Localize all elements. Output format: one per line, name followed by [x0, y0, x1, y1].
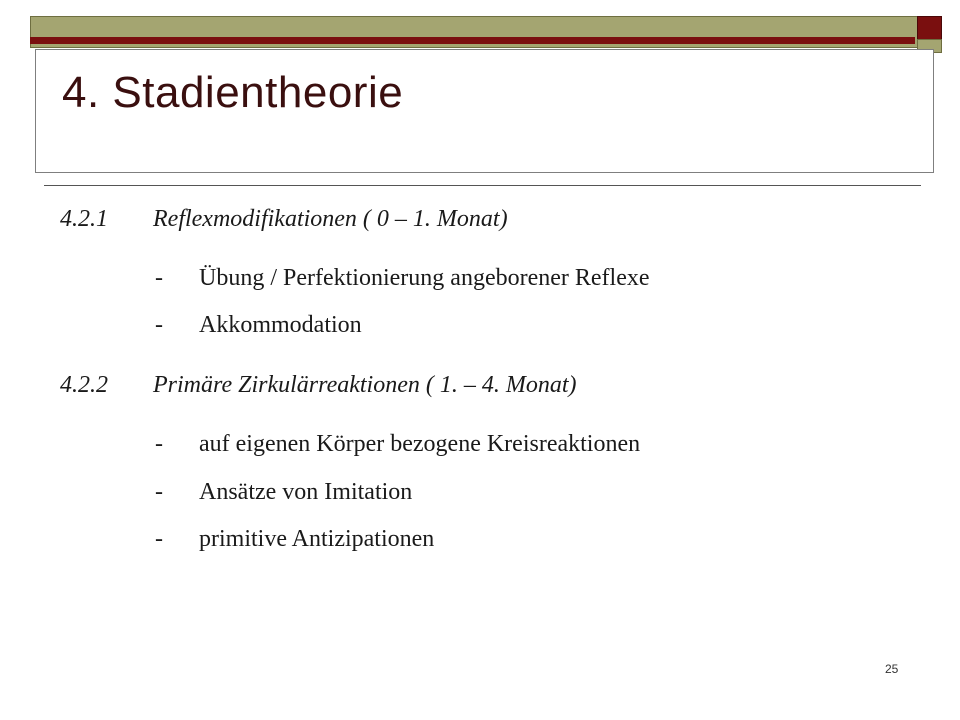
- section-heading: [60, 372, 577, 399]
- section-title: Reflexmodifikationen ( 0 – 1. Monat): [153, 206, 508, 232]
- bullet-marker: -: [155, 526, 163, 552]
- list-item: [155, 312, 362, 339]
- slide-title: 4. Stadientheorie: [62, 68, 404, 117]
- section-title: Primäre Zirkulärreaktionen ( 1. – 4. Monat): [153, 372, 577, 398]
- title-box: [35, 49, 934, 173]
- bullet-marker: -: [155, 431, 163, 457]
- list-item-text: auf eigenen Körper bezogene Kreisreaktionen: [199, 431, 641, 457]
- header-accent-square: [917, 16, 942, 40]
- bullet-marker: -: [155, 265, 163, 291]
- list-item-text: Akkommodation: [199, 312, 362, 338]
- list-item-text: primitive Antizipationen: [199, 526, 435, 552]
- list-item: [155, 526, 434, 553]
- section-heading: [60, 206, 508, 233]
- title-divider: [44, 185, 921, 186]
- list-item: [155, 479, 412, 506]
- bullet-marker: -: [155, 479, 163, 505]
- section-number: 4.2.1: [60, 206, 108, 232]
- list-item-text: Übung / Perfektionierung angeborener Reflexe: [199, 265, 650, 291]
- section-number: 4.2.2: [60, 372, 108, 398]
- bullet-marker: -: [155, 312, 163, 338]
- page-number: 25: [885, 662, 899, 676]
- header-accent-stripe: [30, 37, 915, 44]
- list-item: [155, 431, 640, 458]
- list-item-text: Ansätze von Imitation: [199, 479, 413, 505]
- list-item: [155, 265, 650, 292]
